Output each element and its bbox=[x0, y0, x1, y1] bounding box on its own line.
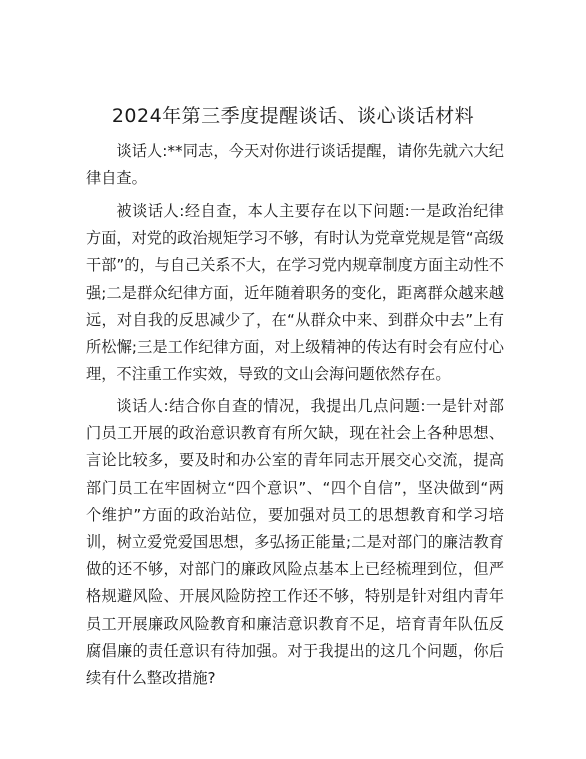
paragraph-talker-opening: 谈话人:**同志，今天对你进行谈话提醒，请你先就六大纪律自查。 bbox=[86, 142, 504, 188]
paragraph-talker-feedback: 谈话人:结合你自查的情况，我提出几点问题:一是针对部门员工开展的政治意识教育有所欠缺，现在社会上各种思想、言论比较多，要及时和办公室的青年同志开展交心交流，提高部门员工在牢固树立“四个意识”、“四个自信”，坚决做到“两个维护”方面的政治站位，要加强对员工的思想教育和学习培训，树立爱党爱国思想，多弘扬正能量;二是对部门的廉洁教育做的还不够，对部门的廉政风险点基本上已经梳理到位，但严格规避风险、开展风险防控工作还不够，特别是针对组内青年员工开展廉政风险教育和廉洁意识教育不足，培育青年队伍反腐倡廉的责任意识有待加强。对于我提出的这几个问题，你后续有什么整改措施? bbox=[86, 397, 504, 688]
document-title: 2024年第三季度提醒谈话、谈心谈话材料 bbox=[111, 105, 475, 127]
paragraph-self-check: 被谈话人:经自查，本人主要存在以下问题:一是政治纪律方面，对党的政治规矩学习不够，有时认为党章党规是管“高级干部”的，与自己关系不大，在学习党内规章制度方面主动性不强;二是群众纪律方面，近年随着职务的变化，距离群众越来越远，对自我的反思减少了，在“从群众中来、到群众中去”上有所松懈;三是工作纪律方面，对上级精神的传达有时会有应付心理，不注重工作实效，导致的文山会海问题依然存在。 bbox=[86, 202, 504, 384]
